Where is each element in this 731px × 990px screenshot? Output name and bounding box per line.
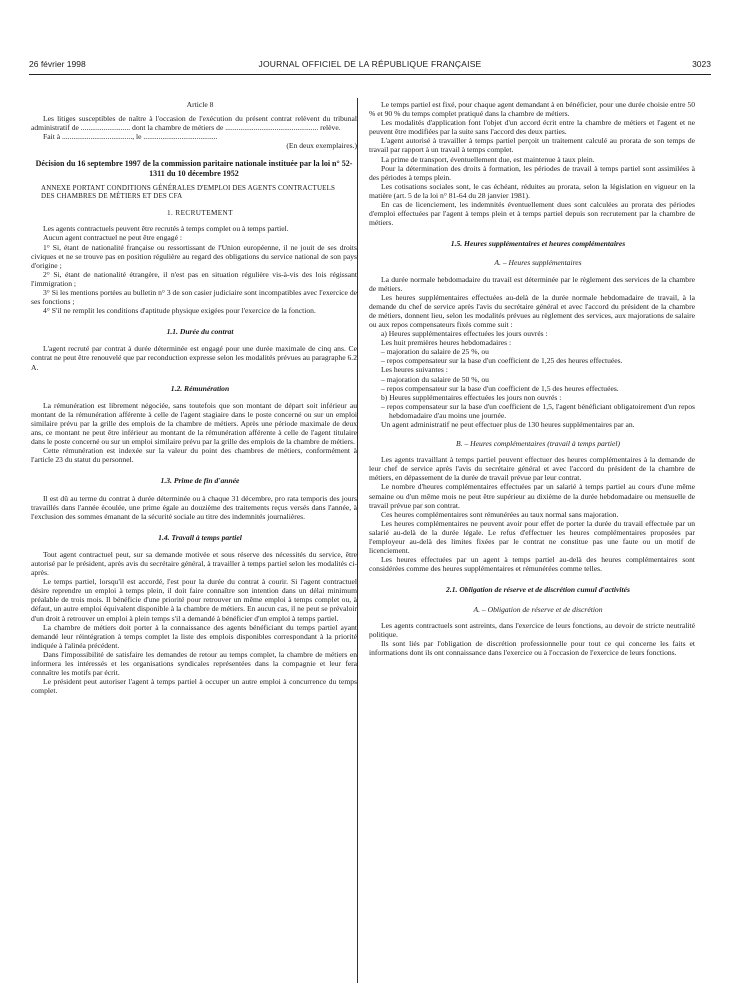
paragraph: Les modalités d'application font l'objet d'un accord écrit entre la chambre de métiers et l'agent et ne peuvent être modifiées par la suite sans l'accord des deux parties.: [369, 118, 695, 137]
paragraph: 3° Si les mentions portées au bulletin n° 3 de son casier judiciaire sont incompatibles avec l'exercice de ses fonctions ;: [31, 288, 357, 307]
paragraph: a) Heures supplémentaires effectuées les jours ouvrés :: [381, 329, 548, 339]
paragraph: Ces heures complémentaires sont rémunérées au taux normal sans majoration.: [381, 509, 619, 519]
paragraph: Cette rémunération est indexée sur la valeur du point des chambres de métiers, conformément à l'article 23 du statut du personnel.: [31, 446, 357, 465]
paragraph: Dans l'impossibilité de satisfaire les demandes de retour au temps complet, la chambre de métiers en informera les intéressés et les organisations syndicales représentées dans la compagnie et leur fera connaître les motifs par écrit.: [31, 649, 357, 678]
list-item: – repos compensateur sur la base d'un coefficient de 1,25 des heures effectuées.: [381, 356, 623, 366]
paragraph: L'agent autorisé à travailler à temps partiel perçoit un traitement calculé au prorata de son temps de travail par rapport à un travail à temps complet.: [369, 136, 695, 155]
header-title: JOURNAL OFFICIEL DE LA RÉPUBLIQUE FRANÇAISE: [258, 59, 482, 69]
paragraph: Les heures suivantes :: [381, 365, 448, 375]
paragraph: La prime de transport, éventuellement due, est maintenue à taux plein.: [381, 154, 595, 164]
header-date: 26 février 1998: [29, 59, 86, 69]
paragraph: En cas de licenciement, les indemnités éventuellement dues sont calculées au prorata des périodes d'emploi effectuées par l'agent à temps plein et à temps partiel depuis son recrutement par la chambre de métiers.: [369, 200, 695, 228]
list-item: – majoration du salaire de 50 %, ou: [381, 374, 489, 384]
paragraph: Ils sont liés par l'obligation de discrétion professionnelle pour tout ce qui concerne les faits et informations dont ils ont connaissance dans l'exercice ou à l'occasion de l'exercice de leurs fonctions.: [369, 638, 695, 657]
paragraph: La durée normale hebdomadaire du travail est déterminée par le règlement des services de la chambre de métiers.: [369, 274, 695, 293]
annexe-title: ANNEXE PORTANT CONDITIONS GÉNÉRALES D'EMPLOI DES AGENTS CONTRACTUELS DES CHAMBRES DE MÉTIERS ET DES CFA: [41, 183, 336, 201]
list-item: – repos compensateur sur la base d'un coefficient de 1,5 des heures effectuées.: [381, 383, 619, 393]
paragraph: Le temps partiel est fixé, pour chaque agent demandant à en bénéficier, pour une durée choisie entre 50 % et 90 % du temps complet pratiqué dans la chambre de métiers.: [369, 100, 695, 119]
paragraph: L'agent recruté par contrat à durée déterminée est engagé pour une durée maximale de cinq ans. Ce contrat ne peut être renouvelé que par reconduction expresse selon les modalités prévues au paragraphe 6.2 A.: [31, 344, 357, 372]
subsection-remuneration: 1.2. Rémunération: [170, 383, 230, 393]
left-column: [31, 100, 357, 695]
paragraph: Les agents contractuels sont astreints, dans l'exercice de leurs fonctions, au devoir de stricte neutralité politique.: [369, 620, 695, 639]
subsection-prime: 1.3. Prime de fin d'année: [160, 476, 240, 486]
paragraph: Les heures complémentaires ne peuvent avoir pour effet de porter la durée du travail effectuée par un salarié au-delà de la durée légale. Le refus d'effectuer les heures complémentaires proposées par l'employeur au-delà des limites fixées par le contrat ne constitue pas une faute ou un motif de licenciement.: [369, 518, 695, 556]
subsection-heures-complementaires: B. – Heures complémentaires (travail à temps partiel): [456, 439, 620, 449]
page-header: [29, 60, 711, 75]
header-page-number: 3023: [692, 59, 711, 69]
paragraph: La rémunération est librement négociée, sans toutefois que son montant de départ soit inférieur au montant de la rémunération afférente à celle de l'agent stagiaire dans le poste concerné ou sur un emploi similaire prévu par la grille des emplois de la chambre de métiers. Après une période maximale de deux ans, ce montant ne peut être inférieur au montant de la rémunération afférente à celle de l'agent titulaire dans le poste concerné ou sur un emploi similaire prévu par la grille des emplois de la chambre de métiers.: [31, 400, 357, 447]
paragraph: Les heures supplémentaires effectuées au-delà de la durée normale hebdomadaire de travail, à la demande du chef de service après l'avis du secrétaire général et avec l'accord du président de la chambre de métiers, donnent lieu, selon les modalités prévues au règlement des services, aux majorations de salaire ou aux repos compensateurs fixés comme suit :: [369, 292, 695, 329]
article-paragraph: Les litiges susceptibles de naître à l'occasion de l'exécution du présent contrat relèvent du tribunal administratif de .......................... dont la chambre de métiers de ................................................. relève.: [31, 114, 357, 133]
subsection-reserve: A. – Obligation de réserve et de discrétion: [473, 604, 603, 614]
paragraph: 2° Si, étant de nationalité étrangère, il n'est pas en situation régulière vis-à-vis des lois régissant l'immigration ;: [31, 269, 357, 288]
subsection-heures-supplementaires: A. – Heures supplémentaires: [494, 258, 582, 268]
paragraph: Les heures effectuées par un agent à temps partiel au-delà des heures complémentaires sont considérées comme des heures supplémentaires et rémunérées comme telles.: [369, 555, 695, 574]
paragraph: Le nombre d'heures complémentaires effectuées par un salarié à temps partiel au cours d'une même semaine ou d'un même mois ne peut être supérieur au dixième de la durée hebdomadaire ou mensuelle de travail prévue par son contrat.: [369, 482, 695, 510]
paragraph: Les agents travaillant à temps partiel peuvent effectuer des heures complémentaires à la demande de leur chef de service après l'avis du secrétaire général et avec l'accord du président de la chambre de métiers, en dépassement de la durée de travail prévue par leur contrat.: [369, 455, 695, 483]
subsection-heures: 1.5. Heures supplémentaires et heures complémentaires: [450, 239, 626, 249]
paragraph: Aucun agent contractuel ne peut être engagé :: [43, 233, 182, 243]
paragraph: Pour la détermination des droits à formation, les périodes de travail à temps partiel sont assimilées à des périodes à temps plein.: [369, 163, 695, 182]
column-divider: [357, 98, 358, 983]
paragraph: 4° S'il ne remplit les conditions d'aptitude physique exigées pour l'exercice de la fonction.: [43, 306, 316, 316]
right-column: [369, 100, 695, 657]
section-recrutement: 1. RECRUTEMENT: [167, 209, 233, 218]
subsection-temps-partiel: 1.4. Travail à temps partiel: [158, 532, 242, 542]
paragraph: Tout agent contractuel peut, sur sa demande motivée et sous réserve des nécessités du service, être autorisé par le président, après avis du secrétaire général, à travailler à temps partiel selon les modalités ci-après.: [31, 549, 357, 578]
subsection-obligation: 2.1. Obligation de réserve et de discrétion cumul d'activités: [446, 585, 630, 595]
paragraph: b) Heures supplémentaires effectuées les jours non ouvrés :: [381, 392, 562, 402]
paragraph: Les cotisations sociales sont, le cas échéant, réduites au prorata, selon la législation en vigueur en la matière (art. 5 de la loi n° 81-64 du 28 janvier 1981).: [369, 181, 695, 200]
article-title: Article 8: [186, 100, 214, 109]
paragraph: Les huit premières heures hebdomadaires :: [381, 338, 512, 348]
list-item: – repos compensateur sur la base d'un coefficient de 1,5, l'agent bénéficiant obligatoirement d'un repos hebdomadaire d'au moins une journée.: [381, 401, 695, 420]
list-item: – majoration du salaire de 25 %, ou: [381, 347, 489, 357]
paragraph: Il est dû au terme du contrat à durée déterminée ou à chaque 31 décembre, pro rata temporis des jours travaillés dans l'année écoulée, une prime égale au douzième des traitements reçus versés dans l'année, à l'exclusion des sommes émanant de la sécurité sociale au titre des indemnités journalières.: [31, 493, 357, 521]
paragraph: Le temps partiel, lorsqu'il est accordé, l'est pour la durée du contrat à courir. Si l'agent contractuel désire reprendre un emploi à temps plein, il doit faire connaître son intention dans un délai minimum préalable de trois mois. Il bénéficie d'une priorité pour retrouver un même emploi à temps complet ou, à défaut, un autre emploi équivalent disponible à la chambre de métiers. En aucun cas, il ne peut se prévaloir d'un droit à retrouver un emploi à plein temps s'il a demandé à bénéficier d'un emploi à temps partiel.: [31, 577, 357, 623]
exemplaires-note: (En deux exemplaires.): [286, 141, 357, 151]
paragraph: Un agent administratif ne peut effectuer plus de 130 heures supplémentaires par an.: [381, 420, 635, 429]
subsection-duree: 1.1. Durée du contrat: [166, 327, 234, 337]
fait-line: Fait à ....................................., le .......................................: [43, 132, 218, 142]
decision-title: Décision du 16 septembre 1997 de la commission paritaire nationale instituée par la loi n° 52-1311 du 10 décembre 1952: [35, 159, 353, 179]
paragraph: La chambre de métiers doit porter à la connaissance des agents bénéficiant du temps partiel ayant demandé leur réintégration à temps complet la liste des emplois disponibles correspondant à la priorité indiquée à l'alinéa précédent.: [31, 622, 357, 650]
paragraph: Le président peut autoriser l'agent à temps partiel à occuper un autre emploi à concurrence du temps complet.: [31, 677, 357, 696]
paragraph: 1° Si, étant de nationalité française ou ressortissant de l'Union européenne, il ne jouit de ses droits civiques et ne se trouve pas en position régulière au regard des obligations du service national de son pays d'origine ;: [31, 242, 357, 270]
paragraph: Les agents contractuels peuvent être recrutés à temps complet ou à temps partiel.: [43, 224, 289, 234]
